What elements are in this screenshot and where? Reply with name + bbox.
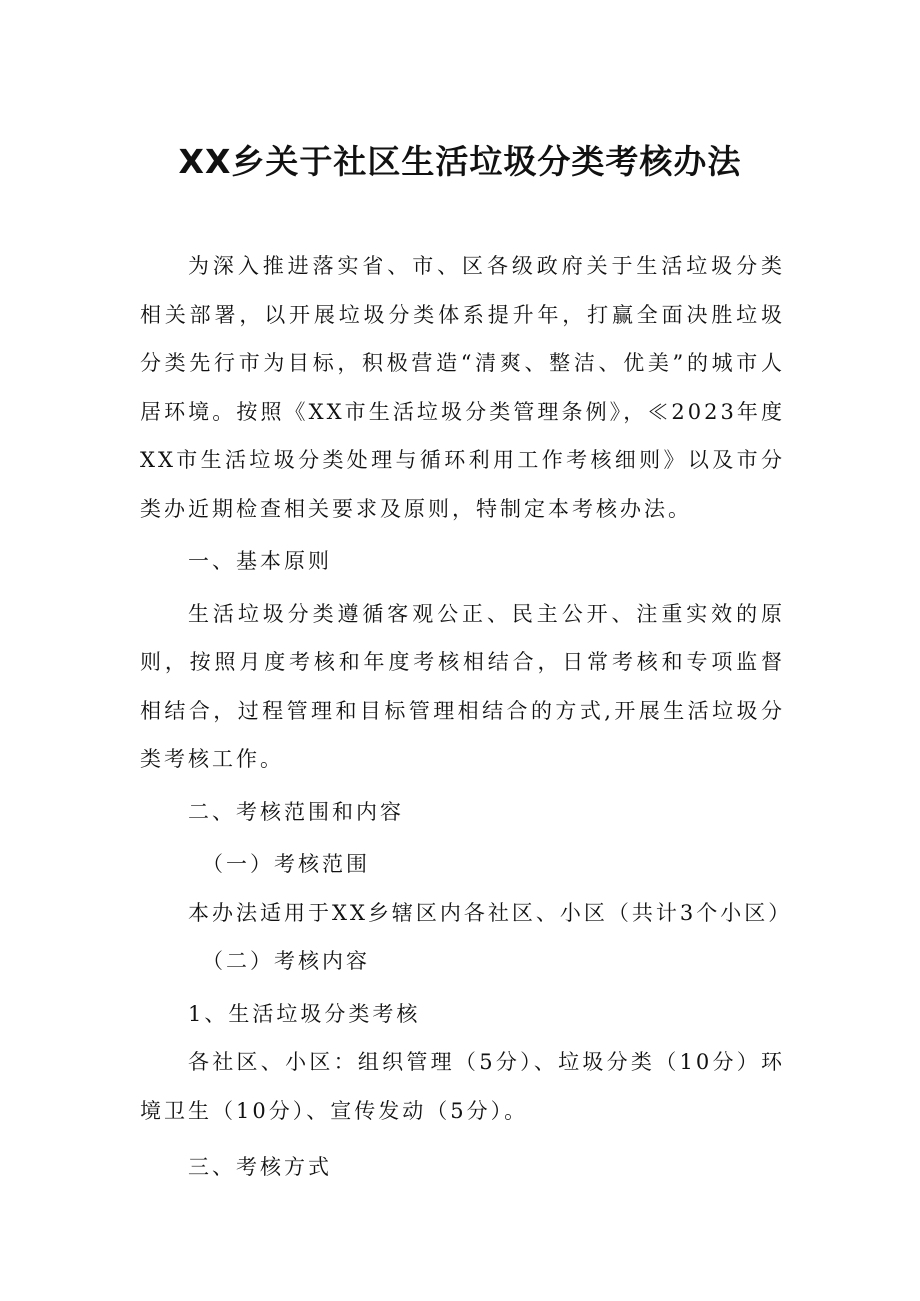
section-heading-scope-content: 二、考核范围和内容 bbox=[188, 799, 404, 824]
subsection-heading-content: （二）考核内容 bbox=[202, 949, 370, 973]
basic-principles-paragraph: 生活垃圾分类遵循客观公正、民主公开、注重实效的原则，按照月度考核和年度考核相结合，日常考核和专项监督相结合，过程管理和目标管理相结合的方式,开展生活垃圾分类考核工作。 bbox=[140, 601, 785, 771]
document-body bbox=[140, 242, 793, 1192]
document-title: XX乡关于社区生活垃圾分类考核办法 bbox=[178, 142, 742, 181]
section-heading-assessment-method: 三、考核方式 bbox=[188, 1155, 332, 1179]
subsection-heading-scope: （一）考核范围 bbox=[202, 852, 370, 876]
scope-paragraph: 本办法适用于XX乡辖区内各社区、小区（共计3个小区） bbox=[188, 900, 793, 925]
intro-paragraph: 为深入推进落实省、市、区各级政府关于生活垃圾分类相关部署，以开展垃圾分类体系提升年，打赢全面决胜垃圾分类先行市为目标，积极营造“清爽、整洁、优美”的城市人居环境。按照《XX市生活垃圾分类管理条例》，≪2023年度XX市生活垃圾分类处理与循环利用工作考核细则》以及市分类办近期检查相关要求及原则，特制定本考核办法。 bbox=[140, 254, 785, 521]
item-heading-garbage-classification: 1、生活垃圾分类考核 bbox=[188, 1001, 421, 1026]
section-heading-basic-principles: 一、基本原则 bbox=[188, 549, 332, 573]
garbage-classification-paragraph: 各社区、小区：组织管理（5分）、垃圾分类（10分）环境卫生（10分）、宣传发动（5分）。 bbox=[140, 1050, 785, 1123]
